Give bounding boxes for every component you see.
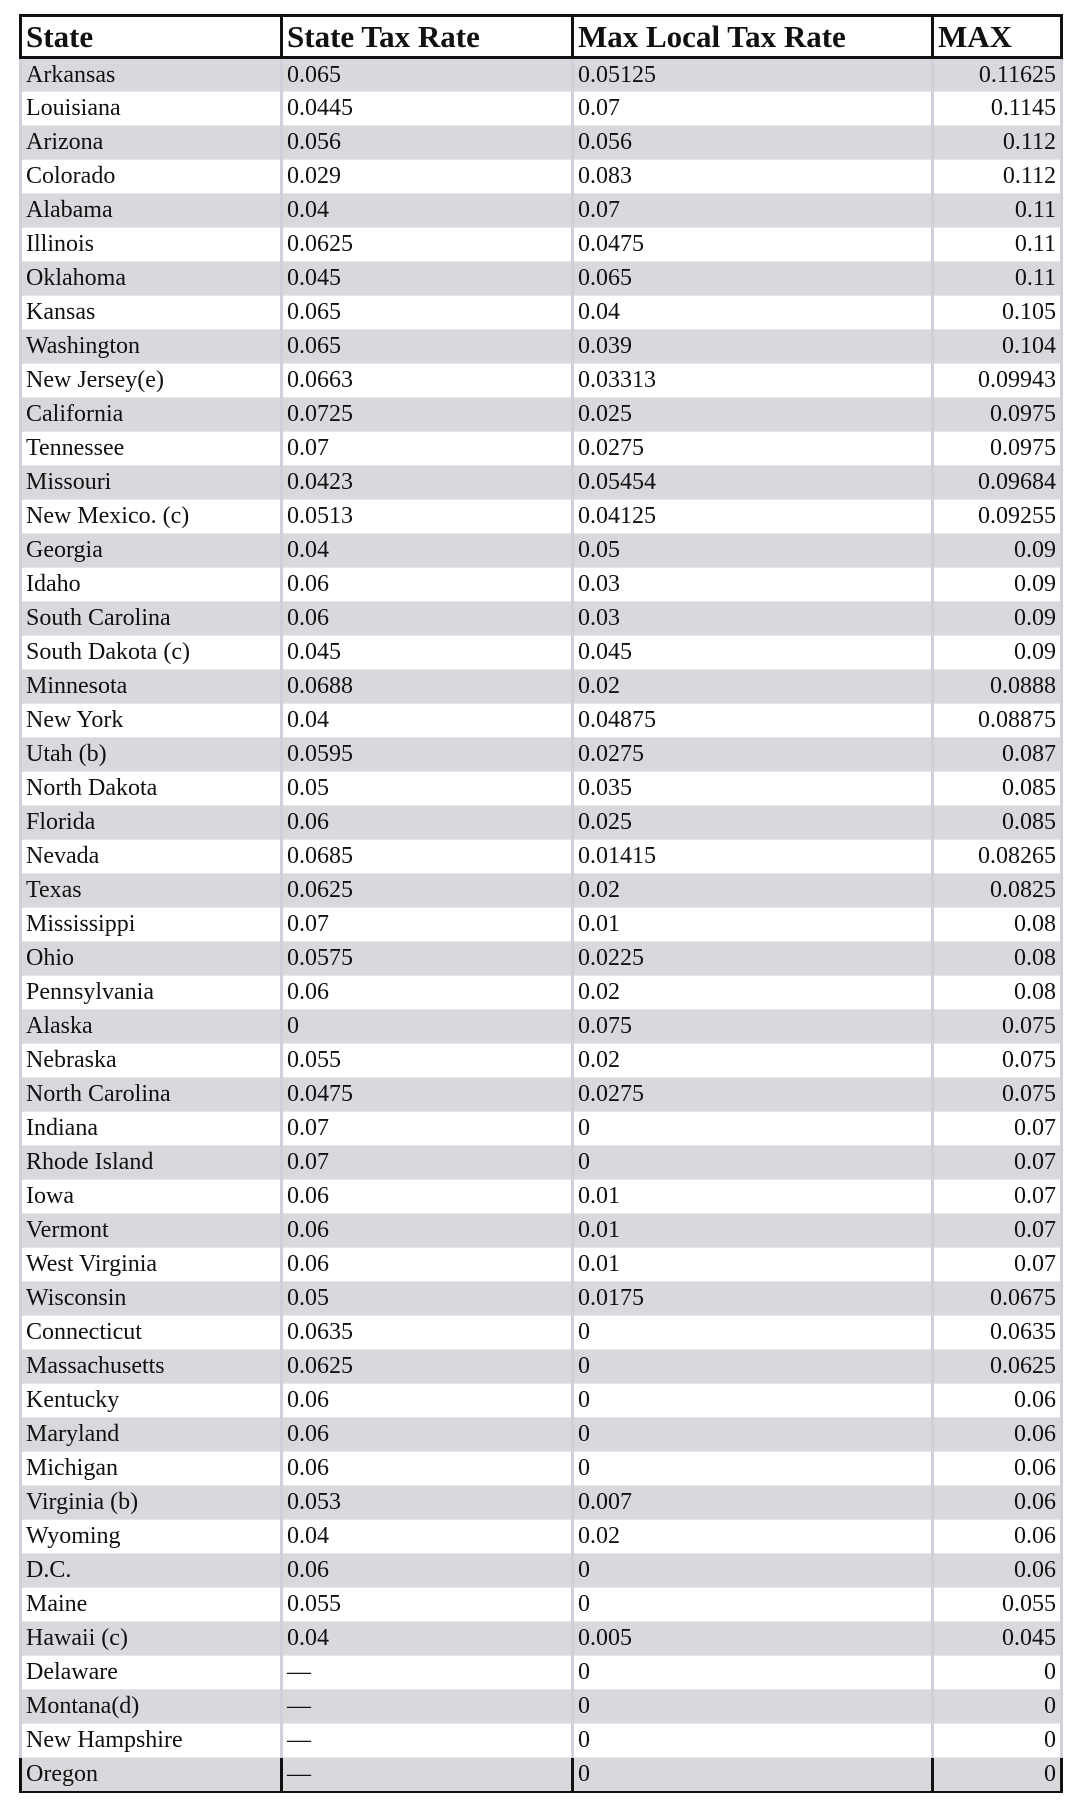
cell-max: 0.07 bbox=[933, 1248, 1062, 1282]
cell-max-local-tax-rate: 0.005 bbox=[573, 1622, 933, 1656]
table-row bbox=[21, 738, 1062, 772]
cell-max: 0 bbox=[933, 1656, 1062, 1690]
cell-max-local-tax-rate: 0.07 bbox=[573, 194, 933, 228]
cell-state-tax-rate: 0.06 bbox=[282, 568, 573, 602]
table-row bbox=[21, 840, 1062, 874]
cell-max-local-tax-rate: 0.02 bbox=[573, 1520, 933, 1554]
cell-state-tax-rate: 0.06 bbox=[282, 1214, 573, 1248]
cell-state: Delaware bbox=[21, 1656, 282, 1690]
cell-state-tax-rate: 0.0575 bbox=[282, 942, 573, 976]
cell-state-tax-rate: 0.0445 bbox=[282, 92, 573, 126]
cell-state-tax-rate: 0.0688 bbox=[282, 670, 573, 704]
cell-state-tax-rate: 0.065 bbox=[282, 58, 573, 92]
cell-max: 0.09 bbox=[933, 602, 1062, 636]
cell-max-local-tax-rate: 0 bbox=[573, 1588, 933, 1622]
cell-max-local-tax-rate: 0 bbox=[573, 1554, 933, 1588]
cell-max-local-tax-rate: 0 bbox=[573, 1418, 933, 1452]
table-row bbox=[21, 1384, 1062, 1418]
cell-state-tax-rate: 0.053 bbox=[282, 1486, 573, 1520]
cell-state: South Carolina bbox=[21, 602, 282, 636]
table-row bbox=[21, 1656, 1062, 1690]
cell-state: North Dakota bbox=[21, 772, 282, 806]
table-row bbox=[21, 262, 1062, 296]
table-row bbox=[21, 976, 1062, 1010]
cell-state-tax-rate: 0.0725 bbox=[282, 398, 573, 432]
cell-state: Missouri bbox=[21, 466, 282, 500]
cell-max: 0.08265 bbox=[933, 840, 1062, 874]
table-row bbox=[21, 296, 1062, 330]
cell-max: 0.112 bbox=[933, 160, 1062, 194]
cell-state-tax-rate: 0.045 bbox=[282, 262, 573, 296]
cell-state-tax-rate: 0.0475 bbox=[282, 1078, 573, 1112]
cell-max-local-tax-rate: 0.02 bbox=[573, 1044, 933, 1078]
cell-state-tax-rate: 0.04 bbox=[282, 534, 573, 568]
cell-state-tax-rate: 0.04 bbox=[282, 704, 573, 738]
table-row bbox=[21, 1588, 1062, 1622]
cell-state: Idaho bbox=[21, 568, 282, 602]
cell-state: Utah (b) bbox=[21, 738, 282, 772]
cell-state: Alabama bbox=[21, 194, 282, 228]
column-header-state-tax-rate: State Tax Rate bbox=[282, 16, 573, 58]
cell-max-local-tax-rate: 0.07 bbox=[573, 92, 933, 126]
cell-max: 0.0888 bbox=[933, 670, 1062, 704]
cell-max-local-tax-rate: 0.03 bbox=[573, 602, 933, 636]
cell-max-local-tax-rate: 0 bbox=[573, 1350, 933, 1384]
cell-max: 0.0975 bbox=[933, 398, 1062, 432]
cell-state-tax-rate: 0 bbox=[282, 1010, 573, 1044]
table-row bbox=[21, 908, 1062, 942]
cell-max: 0.07 bbox=[933, 1180, 1062, 1214]
cell-max-local-tax-rate: 0 bbox=[573, 1690, 933, 1724]
cell-max-local-tax-rate: 0.0275 bbox=[573, 738, 933, 772]
cell-max: 0.06 bbox=[933, 1520, 1062, 1554]
cell-state-tax-rate: 0.07 bbox=[282, 908, 573, 942]
table-row bbox=[21, 874, 1062, 908]
cell-max-local-tax-rate: 0.02 bbox=[573, 976, 933, 1010]
cell-state-tax-rate: 0.05 bbox=[282, 1282, 573, 1316]
table-row bbox=[21, 1044, 1062, 1078]
cell-max: 0.075 bbox=[933, 1044, 1062, 1078]
cell-max: 0.0825 bbox=[933, 874, 1062, 908]
table-row bbox=[21, 1248, 1062, 1282]
cell-max-local-tax-rate: 0.039 bbox=[573, 330, 933, 364]
cell-max: 0.09684 bbox=[933, 466, 1062, 500]
table-row bbox=[21, 772, 1062, 806]
cell-max-local-tax-rate: 0 bbox=[573, 1758, 933, 1792]
table-row bbox=[21, 806, 1062, 840]
cell-max: 0.09255 bbox=[933, 500, 1062, 534]
cell-state-tax-rate: 0.04 bbox=[282, 1520, 573, 1554]
cell-state-tax-rate: 0.0625 bbox=[282, 1350, 573, 1384]
cell-state-tax-rate: 0.05 bbox=[282, 772, 573, 806]
cell-max: 0.06 bbox=[933, 1418, 1062, 1452]
cell-max: 0.11 bbox=[933, 262, 1062, 296]
cell-state-tax-rate: 0.065 bbox=[282, 330, 573, 364]
table-row bbox=[21, 636, 1062, 670]
cell-max: 0.1145 bbox=[933, 92, 1062, 126]
cell-state-tax-rate: 0.065 bbox=[282, 296, 573, 330]
cell-state: Kansas bbox=[21, 296, 282, 330]
cell-max-local-tax-rate: 0.05125 bbox=[573, 58, 933, 92]
cell-state: Hawaii (c) bbox=[21, 1622, 282, 1656]
cell-state: Virginia (b) bbox=[21, 1486, 282, 1520]
cell-max-local-tax-rate: 0.01 bbox=[573, 1180, 933, 1214]
cell-state-tax-rate: 0.055 bbox=[282, 1588, 573, 1622]
cell-max-local-tax-rate: 0.007 bbox=[573, 1486, 933, 1520]
cell-max-local-tax-rate: 0 bbox=[573, 1724, 933, 1758]
cell-max-local-tax-rate: 0.0275 bbox=[573, 1078, 933, 1112]
cell-state: New Jersey(e) bbox=[21, 364, 282, 398]
cell-state-tax-rate: 0.0625 bbox=[282, 874, 573, 908]
table-row bbox=[21, 1010, 1062, 1044]
cell-state: Oklahoma bbox=[21, 262, 282, 296]
cell-max-local-tax-rate: 0.025 bbox=[573, 398, 933, 432]
cell-state-tax-rate: 0.045 bbox=[282, 636, 573, 670]
cell-state-tax-rate: 0.056 bbox=[282, 126, 573, 160]
cell-max: 0.07 bbox=[933, 1112, 1062, 1146]
cell-max-local-tax-rate: 0 bbox=[573, 1452, 933, 1486]
cell-max: 0.08 bbox=[933, 942, 1062, 976]
cell-state: North Carolina bbox=[21, 1078, 282, 1112]
cell-state: Wisconsin bbox=[21, 1282, 282, 1316]
cell-state-tax-rate: 0.06 bbox=[282, 1180, 573, 1214]
cell-max-local-tax-rate: 0.025 bbox=[573, 806, 933, 840]
table-row bbox=[21, 602, 1062, 636]
table-row bbox=[21, 58, 1062, 92]
table-row bbox=[21, 1214, 1062, 1248]
cell-max: 0.09 bbox=[933, 534, 1062, 568]
cell-max-local-tax-rate: 0.05454 bbox=[573, 466, 933, 500]
cell-state-tax-rate: 0.06 bbox=[282, 1452, 573, 1486]
cell-max: 0.0625 bbox=[933, 1350, 1062, 1384]
cell-max: 0.045 bbox=[933, 1622, 1062, 1656]
cell-state: Maryland bbox=[21, 1418, 282, 1452]
cell-state: Ohio bbox=[21, 942, 282, 976]
cell-max-local-tax-rate: 0.03313 bbox=[573, 364, 933, 398]
cell-state: Connecticut bbox=[21, 1316, 282, 1350]
cell-max-local-tax-rate: 0.04875 bbox=[573, 704, 933, 738]
cell-state: New Hampshire bbox=[21, 1724, 282, 1758]
cell-state: Indiana bbox=[21, 1112, 282, 1146]
table-row bbox=[21, 228, 1062, 262]
cell-max: 0.11 bbox=[933, 194, 1062, 228]
cell-state: Pennsylvania bbox=[21, 976, 282, 1010]
cell-max: 0.0635 bbox=[933, 1316, 1062, 1350]
cell-state: Arkansas bbox=[21, 58, 282, 92]
cell-max-local-tax-rate: 0 bbox=[573, 1112, 933, 1146]
cell-state: Arizona bbox=[21, 126, 282, 160]
cell-state: Rhode Island bbox=[21, 1146, 282, 1180]
cell-max-local-tax-rate: 0 bbox=[573, 1656, 933, 1690]
cell-max: 0.112 bbox=[933, 126, 1062, 160]
cell-max-local-tax-rate: 0.0175 bbox=[573, 1282, 933, 1316]
table-row bbox=[21, 1112, 1062, 1146]
table-row bbox=[21, 1418, 1062, 1452]
cell-state: D.C. bbox=[21, 1554, 282, 1588]
cell-max: 0.087 bbox=[933, 738, 1062, 772]
cell-state: Kentucky bbox=[21, 1384, 282, 1418]
cell-state: Florida bbox=[21, 806, 282, 840]
cell-max: 0.08 bbox=[933, 976, 1062, 1010]
cell-max: 0.06 bbox=[933, 1452, 1062, 1486]
table-row bbox=[21, 500, 1062, 534]
cell-state-tax-rate: 0.07 bbox=[282, 432, 573, 466]
cell-max-local-tax-rate: 0.04 bbox=[573, 296, 933, 330]
table-row bbox=[21, 92, 1062, 126]
cell-state-tax-rate: 0.029 bbox=[282, 160, 573, 194]
cell-max-local-tax-rate: 0 bbox=[573, 1146, 933, 1180]
cell-max-local-tax-rate: 0.075 bbox=[573, 1010, 933, 1044]
cell-max: 0.07 bbox=[933, 1146, 1062, 1180]
cell-state-tax-rate: 0.06 bbox=[282, 602, 573, 636]
cell-max: 0.06 bbox=[933, 1486, 1062, 1520]
cell-state-tax-rate: — bbox=[282, 1758, 573, 1792]
cell-state: Iowa bbox=[21, 1180, 282, 1214]
cell-state-tax-rate: 0.0513 bbox=[282, 500, 573, 534]
cell-state: Maine bbox=[21, 1588, 282, 1622]
cell-state: Louisiana bbox=[21, 92, 282, 126]
header-row bbox=[21, 16, 1062, 58]
cell-state-tax-rate: 0.06 bbox=[282, 1384, 573, 1418]
cell-max-local-tax-rate: 0.0225 bbox=[573, 942, 933, 976]
cell-max: 0 bbox=[933, 1758, 1062, 1792]
table-row bbox=[21, 1724, 1062, 1758]
cell-max-local-tax-rate: 0.01 bbox=[573, 1248, 933, 1282]
column-header-max-local-tax-rate: Max Local Tax Rate bbox=[573, 16, 933, 58]
cell-max: 0.105 bbox=[933, 296, 1062, 330]
cell-state: Wyoming bbox=[21, 1520, 282, 1554]
cell-state-tax-rate: 0.055 bbox=[282, 1044, 573, 1078]
table-row bbox=[21, 398, 1062, 432]
cell-state-tax-rate: — bbox=[282, 1724, 573, 1758]
table-row bbox=[21, 1282, 1062, 1316]
cell-state-tax-rate: 0.06 bbox=[282, 806, 573, 840]
cell-max-local-tax-rate: 0.03 bbox=[573, 568, 933, 602]
cell-state-tax-rate: 0.0595 bbox=[282, 738, 573, 772]
table-row bbox=[21, 670, 1062, 704]
cell-max-local-tax-rate: 0.02 bbox=[573, 670, 933, 704]
cell-state-tax-rate: 0.0423 bbox=[282, 466, 573, 500]
cell-state-tax-rate: 0.07 bbox=[282, 1112, 573, 1146]
cell-state-tax-rate: — bbox=[282, 1656, 573, 1690]
cell-max: 0.06 bbox=[933, 1554, 1062, 1588]
cell-max: 0.09 bbox=[933, 636, 1062, 670]
cell-state-tax-rate: 0.06 bbox=[282, 976, 573, 1010]
cell-max: 0.07 bbox=[933, 1214, 1062, 1248]
cell-state: New York bbox=[21, 704, 282, 738]
cell-max-local-tax-rate: 0.0275 bbox=[573, 432, 933, 466]
cell-max: 0.085 bbox=[933, 806, 1062, 840]
cell-state-tax-rate: 0.06 bbox=[282, 1248, 573, 1282]
column-header-max: MAX bbox=[933, 16, 1062, 58]
cell-max-local-tax-rate: 0 bbox=[573, 1316, 933, 1350]
table-row bbox=[21, 1146, 1062, 1180]
cell-max: 0.075 bbox=[933, 1010, 1062, 1044]
cell-max: 0.08875 bbox=[933, 704, 1062, 738]
cell-max-local-tax-rate: 0.02 bbox=[573, 874, 933, 908]
cell-state-tax-rate: 0.06 bbox=[282, 1418, 573, 1452]
cell-max-local-tax-rate: 0.083 bbox=[573, 160, 933, 194]
table-row bbox=[21, 330, 1062, 364]
table-row bbox=[21, 568, 1062, 602]
cell-state: Tennessee bbox=[21, 432, 282, 466]
table-row bbox=[21, 1758, 1062, 1792]
table-row bbox=[21, 364, 1062, 398]
table-row bbox=[21, 534, 1062, 568]
cell-state: Oregon bbox=[21, 1758, 282, 1792]
cell-max: 0.0675 bbox=[933, 1282, 1062, 1316]
cell-max: 0.055 bbox=[933, 1588, 1062, 1622]
cell-state: California bbox=[21, 398, 282, 432]
cell-state: Montana(d) bbox=[21, 1690, 282, 1724]
table-row bbox=[21, 194, 1062, 228]
table-row bbox=[21, 1520, 1062, 1554]
cell-max-local-tax-rate: 0.045 bbox=[573, 636, 933, 670]
cell-max-local-tax-rate: 0.01 bbox=[573, 1214, 933, 1248]
cell-state-tax-rate: 0.07 bbox=[282, 1146, 573, 1180]
cell-state: Nebraska bbox=[21, 1044, 282, 1078]
column-header-state: State bbox=[21, 16, 282, 58]
cell-max-local-tax-rate: 0.01415 bbox=[573, 840, 933, 874]
cell-max-local-tax-rate: 0.065 bbox=[573, 262, 933, 296]
table-row bbox=[21, 1452, 1062, 1486]
cell-state: Massachusetts bbox=[21, 1350, 282, 1384]
table-row bbox=[21, 1078, 1062, 1112]
table-row bbox=[21, 432, 1062, 466]
cell-max-local-tax-rate: 0.0475 bbox=[573, 228, 933, 262]
cell-max-local-tax-rate: 0.01 bbox=[573, 908, 933, 942]
cell-state: Nevada bbox=[21, 840, 282, 874]
cell-state-tax-rate: 0.0635 bbox=[282, 1316, 573, 1350]
table-row bbox=[21, 160, 1062, 194]
cell-state: Vermont bbox=[21, 1214, 282, 1248]
cell-max-local-tax-rate: 0.04125 bbox=[573, 500, 933, 534]
cell-max: 0.0975 bbox=[933, 432, 1062, 466]
cell-max-local-tax-rate: 0.05 bbox=[573, 534, 933, 568]
cell-max: 0.08 bbox=[933, 908, 1062, 942]
cell-max-local-tax-rate: 0.056 bbox=[573, 126, 933, 160]
cell-state: Mississippi bbox=[21, 908, 282, 942]
cell-max: 0.075 bbox=[933, 1078, 1062, 1112]
cell-max: 0 bbox=[933, 1690, 1062, 1724]
cell-state: Illinois bbox=[21, 228, 282, 262]
cell-max: 0.11 bbox=[933, 228, 1062, 262]
cell-state: Georgia bbox=[21, 534, 282, 568]
table-header bbox=[21, 16, 1062, 58]
cell-state: South Dakota (c) bbox=[21, 636, 282, 670]
cell-state-tax-rate: 0.06 bbox=[282, 1554, 573, 1588]
table-row bbox=[21, 1622, 1062, 1656]
cell-state-tax-rate: 0.04 bbox=[282, 1622, 573, 1656]
cell-max: 0.085 bbox=[933, 772, 1062, 806]
cell-state-tax-rate: 0.0625 bbox=[282, 228, 573, 262]
cell-max: 0 bbox=[933, 1724, 1062, 1758]
cell-max-local-tax-rate: 0.035 bbox=[573, 772, 933, 806]
table-row bbox=[21, 942, 1062, 976]
table-row bbox=[21, 704, 1062, 738]
table-row bbox=[21, 126, 1062, 160]
cell-state: Minnesota bbox=[21, 670, 282, 704]
cell-state: Washington bbox=[21, 330, 282, 364]
cell-state-tax-rate: — bbox=[282, 1690, 573, 1724]
cell-max: 0.11625 bbox=[933, 58, 1062, 92]
table-row bbox=[21, 1180, 1062, 1214]
cell-max-local-tax-rate: 0 bbox=[573, 1384, 933, 1418]
table-row bbox=[21, 466, 1062, 500]
table-row bbox=[21, 1316, 1062, 1350]
cell-max: 0.09943 bbox=[933, 364, 1062, 398]
sales-tax-table bbox=[19, 14, 1063, 1793]
cell-max: 0.104 bbox=[933, 330, 1062, 364]
cell-state-tax-rate: 0.04 bbox=[282, 194, 573, 228]
table-row bbox=[21, 1350, 1062, 1384]
cell-state-tax-rate: 0.0663 bbox=[282, 364, 573, 398]
table-row bbox=[21, 1554, 1062, 1588]
cell-state-tax-rate: 0.0685 bbox=[282, 840, 573, 874]
cell-state: West Virginia bbox=[21, 1248, 282, 1282]
cell-max: 0.09 bbox=[933, 568, 1062, 602]
cell-max: 0.06 bbox=[933, 1384, 1062, 1418]
table-row bbox=[21, 1486, 1062, 1520]
cell-state: Colorado bbox=[21, 160, 282, 194]
cell-state: Alaska bbox=[21, 1010, 282, 1044]
cell-state: New Mexico. (c) bbox=[21, 500, 282, 534]
cell-state: Michigan bbox=[21, 1452, 282, 1486]
table-row bbox=[21, 1690, 1062, 1724]
cell-state: Texas bbox=[21, 874, 282, 908]
table-body bbox=[21, 58, 1062, 1792]
